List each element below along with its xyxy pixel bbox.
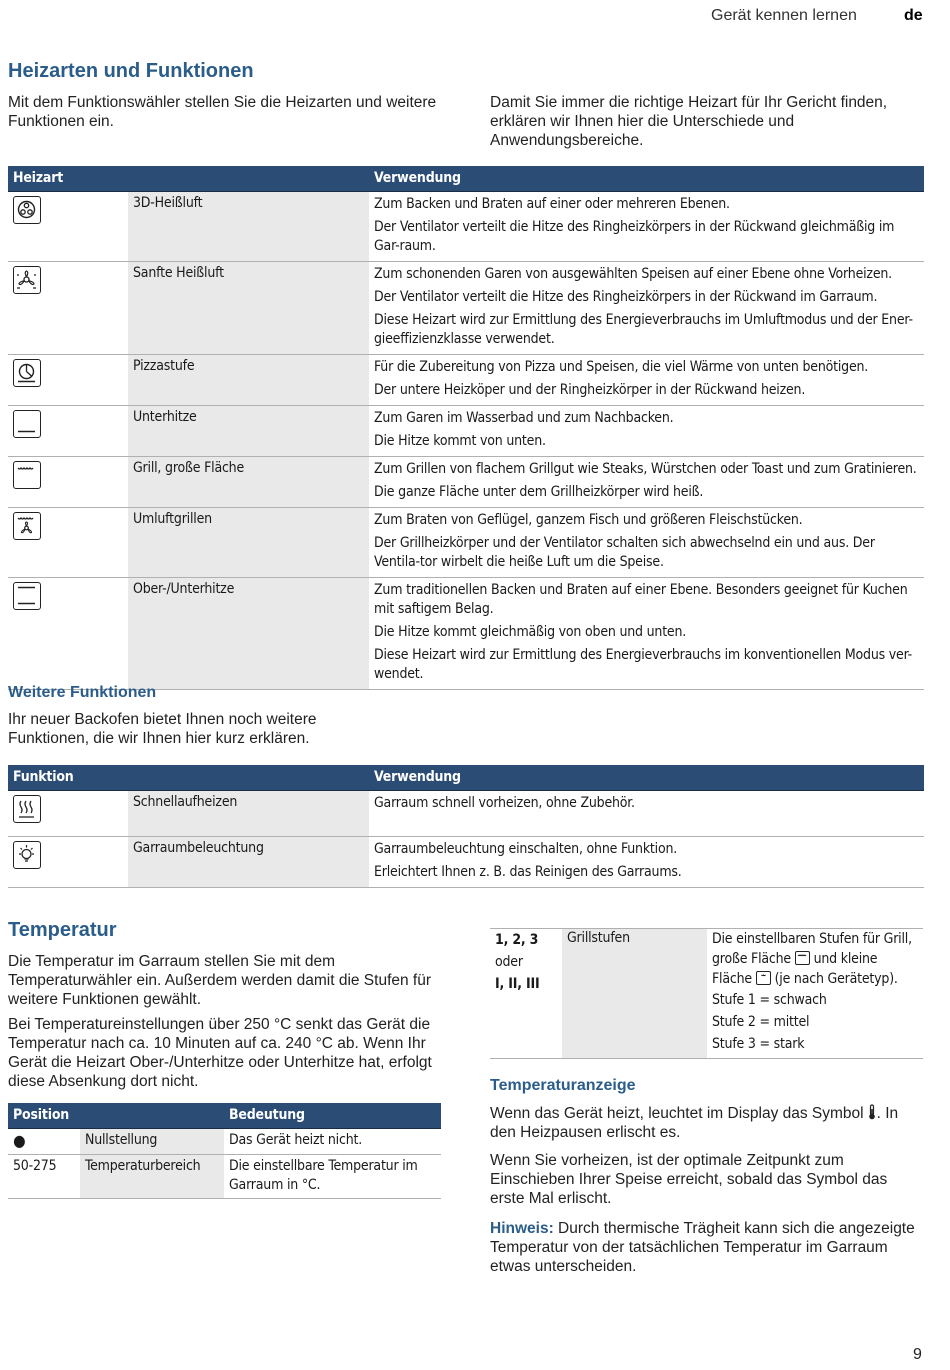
heating-mode-name: Unterhitze: [128, 406, 369, 457]
bottom-heat-icon: [13, 410, 41, 438]
table-row: [8, 262, 924, 355]
position-name: Temperaturbereich: [80, 1155, 224, 1199]
usage-text: Für die Zubereitung von Pizza und Speisen, die viel Wärme von unten benötigen.: [374, 359, 869, 375]
usage-text: Garraum schnell vorheizen, ohne Zubehör.: [374, 795, 635, 811]
col-heading-position: Position: [8, 1103, 224, 1129]
heating-mode-name: Pizzastufe: [128, 355, 369, 406]
heating-mode-name: Grill, große Fläche: [128, 457, 369, 508]
position-value: 50-275: [8, 1155, 80, 1199]
table-row: [490, 929, 923, 1059]
thermometer-icon: [867, 1104, 877, 1120]
table-row: [8, 578, 924, 690]
temperature-display-paragraph-2: Wenn Sie vorheizen, ist der optimale Zeitpunkt zum Einschieben Ihrer Speise erreicht, sobald das Symbol das erste Mal erlischt.: [490, 1152, 888, 1207]
temperature-paragraph-2: Bei Temperatureinstellungen über 250 °C senkt das Gerät die Temperatur nach ca. 10 Minuten auf ca. 240 °C ab. Wenn Ihr Gerät die Heizart Ober-/Unterhitze oder Unterhitze hat, erfolgt diese Absenkung dort nicht.: [8, 1016, 432, 1090]
col-heading-function: Funktion: [8, 765, 369, 791]
grill-level-numbers: 1, 2, 3: [495, 932, 539, 948]
position-table: [8, 1103, 441, 1199]
function-name: Schnellaufheizen: [128, 791, 369, 837]
section-title-functions: Weitere Funktionen: [8, 684, 157, 701]
usage-text: Diese Heizart wird zur Ermittlung des Energieverbrauchs im Umluftmodus und der Ener-gieeffizienzklasse verwendet.: [374, 309, 919, 351]
grill-level-2: Stufe 2 = mittel: [712, 1014, 810, 1030]
table-row: [8, 192, 924, 262]
usage-text: Garraumbeleuchtung einschalten, ohne Funktion.: [374, 841, 678, 857]
heating-modes-table: [8, 166, 924, 690]
col-heading-heating-mode: Heizart: [8, 166, 369, 192]
rapid-heat-icon: [13, 795, 41, 823]
grill-levels-name: Grillstufen: [562, 929, 707, 1059]
temperature-paragraph-1: Die Temperatur im Garraum stellen Sie mit dem Temperaturwähler ein. Außerdem werden damit die Stufen für weitere Funktionen gewählt.: [8, 953, 432, 1008]
grill-level-or: oder: [495, 954, 523, 970]
heating-mode-name: Umluftgrillen: [128, 508, 369, 578]
top-bottom-heat-icon: [13, 582, 41, 610]
grill-desc-text: und kleine: [813, 951, 878, 967]
grill-desc-text: (je nach Gerätetyp).: [774, 971, 898, 987]
table-row: [8, 1129, 441, 1155]
grill-level-1: Stufe 1 = schwach: [712, 992, 827, 1008]
fan-grill-icon: [13, 512, 41, 540]
pizza-setting-icon: [13, 359, 41, 387]
grill-levels-table: [490, 928, 923, 1059]
intro-right: Damit Sie immer die richtige Heizart für Ihr Gericht finden, erklären wir Ihnen hier die Unterschiede und Anwendungsbereiche.: [490, 94, 888, 149]
language-code: de: [904, 7, 923, 24]
small-grill-small-icon: [756, 971, 771, 985]
functions-intro: Ihr neuer Backofen bietet Ihnen noch weitere Funktionen, die wir Ihnen hier kurz erklären.: [8, 711, 317, 747]
oven-light-icon: [13, 841, 41, 869]
page-number: 9: [913, 1346, 922, 1363]
note-text: Durch thermische Trägheit kann sich die angezeigte Temperatur von der tatsächlichen Temperatur im Garraum etwas unterscheiden.: [490, 1220, 915, 1275]
temp-display-text: Wenn das Gerät heizt, leuchtet im Display das Symbol: [490, 1105, 864, 1122]
usage-text: Diese Heizart wird zur Ermittlung des Energieverbrauchs im konventionellen Modus ver-wendet.: [374, 644, 919, 686]
table-row: [8, 508, 924, 578]
section-title-temperature: Temperatur: [8, 919, 117, 941]
grill-level-roman: I, II, III: [495, 976, 540, 992]
usage-text: Die Hitze kommt von unten.: [374, 430, 919, 453]
full-grill-small-icon: [795, 951, 810, 965]
col-heading-usage: Verwendung: [369, 765, 924, 791]
usage-text: Die Hitze kommt gleichmäßig von oben und unten.: [374, 621, 919, 644]
usage-text: Der Grillheizkörper und der Ventilator schalten sich abwechselnd ein und aus. Der Ventila-tor wirbelt die heiße Luft um die Speise.: [374, 532, 919, 574]
section-title-temperature-display: Temperaturanzeige: [490, 1077, 636, 1094]
usage-text: Der Ventilator verteilt die Hitze des Ringheizkörpers in der Rückwand gleichmäßig im Gar-raum.: [374, 216, 919, 258]
usage-text: Erleichtert Ihnen z. B. das Reinigen des Garraums.: [374, 861, 919, 884]
usage-text: Die ganze Fläche unter dem Grillheizkörper wird heiß.: [374, 481, 919, 504]
heating-mode-name: Ober-/Unterhitze: [128, 578, 369, 690]
section-title-heating: Heizarten und Funktionen: [8, 60, 254, 82]
intro-left: Mit dem Funktionswähler stellen Sie die Heizarten und weitere Funktionen ein.: [8, 94, 437, 130]
table-row: [8, 791, 924, 837]
chapter-title: Gerät kennen lernen: [711, 7, 857, 24]
col-heading-meaning: Bedeutung: [224, 1103, 441, 1129]
function-name: Garraumbeleuchtung: [128, 837, 369, 888]
usage-text: Der Ventilator verteilt die Hitze des Ringheizkörpers in der Rückwand im Garraum.: [374, 286, 919, 309]
usage-text: Zum Garen im Wasserbad und zum Nachbacken.: [374, 410, 674, 426]
usage-text: Zum schonenden Garen von ausgewählten Speisen auf einer Ebene ohne Vorheizen.: [374, 266, 892, 282]
temp-display-text: . In den Heizpausen erlischt es.: [490, 1105, 899, 1141]
functions-table: [8, 765, 924, 888]
grill-desc-text: Fläche: [712, 971, 752, 987]
position-meaning: Das Gerät heizt nicht.: [224, 1129, 441, 1155]
position-meaning: Die einstellbare Temperatur im Garraum in °C.: [224, 1155, 441, 1199]
col-heading-usage: Verwendung: [369, 166, 924, 192]
grill-desc-text: Die einstellbaren Stufen für Grill, große Fläche: [712, 931, 912, 967]
note-label: Hinweis:: [490, 1220, 554, 1237]
grill-level-3: Stufe 3 = stark: [712, 1036, 805, 1052]
table-row: [8, 837, 924, 888]
usage-text: Zum Grillen von flachem Grillgut wie Steaks, Würstchen oder Toast und zum Gratinieren.: [374, 461, 917, 477]
full-grill-icon: [13, 461, 41, 489]
heating-mode-name: Sanfte Heißluft: [128, 262, 369, 355]
usage-text: Zum Backen und Braten auf einer oder mehreren Ebenen.: [374, 196, 730, 212]
heating-mode-name: 3D-Heißluft: [128, 192, 369, 262]
zero-position-dot: ●: [8, 1129, 80, 1155]
grill-levels-description: [712, 929, 918, 989]
gentle-hot-air-icon: [13, 266, 41, 294]
table-row: [8, 457, 924, 508]
usage-text: Zum Braten von Geflügel, ganzem Fisch und größeren Fleischstücken.: [374, 512, 803, 528]
table-row: [8, 355, 924, 406]
temperature-display-paragraph-1: [490, 1104, 920, 1142]
position-name: Nullstellung: [80, 1129, 224, 1155]
usage-text: Der untere Heizköper und der Ringheizkörper in der Rückwand heizen.: [374, 379, 919, 402]
table-row: [8, 406, 924, 457]
table-row: [8, 1155, 441, 1199]
note-paragraph: [490, 1219, 920, 1276]
hot-air-3d-icon: [13, 196, 41, 224]
usage-text: Zum traditionellen Backen und Braten auf einer Ebene. Besonders geeignet für Kuchen mit saftigem Belag.: [374, 582, 908, 617]
